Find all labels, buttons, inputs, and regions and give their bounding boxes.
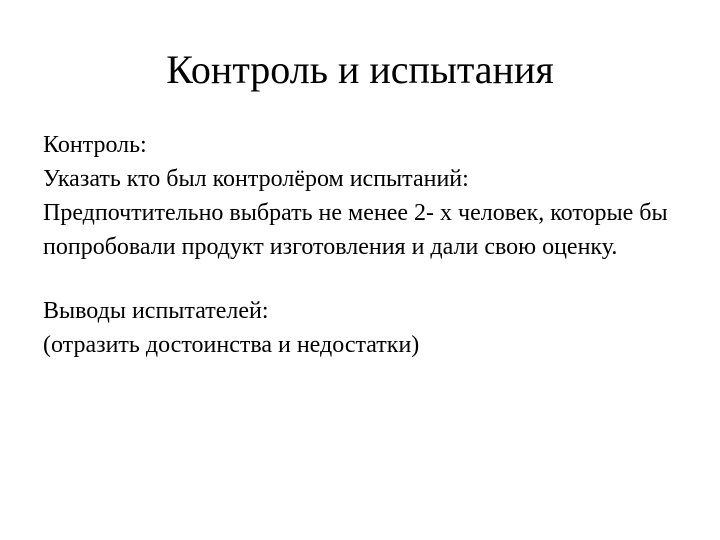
body-line-preference-1: Предпочтительно выбрать не менее 2- х человек, которые бы xyxy=(43,200,668,226)
body-line-conclusions-heading: Выводы испытателей: xyxy=(43,298,269,324)
body-line-conclusions-note: (отразить достоинства и недостатки) xyxy=(43,332,420,358)
body-line-controller-instruction: Указать кто был контролёром испытаний: xyxy=(43,166,469,192)
slide-title: Контроль и испытания xyxy=(166,47,554,92)
paragraph-spacer xyxy=(43,264,693,294)
slide-body xyxy=(43,128,693,362)
body-line-preference-2: попробовали продукт изготовления и дали свою оценку. xyxy=(43,234,618,260)
body-line-control-heading: Контроль: xyxy=(43,132,147,158)
